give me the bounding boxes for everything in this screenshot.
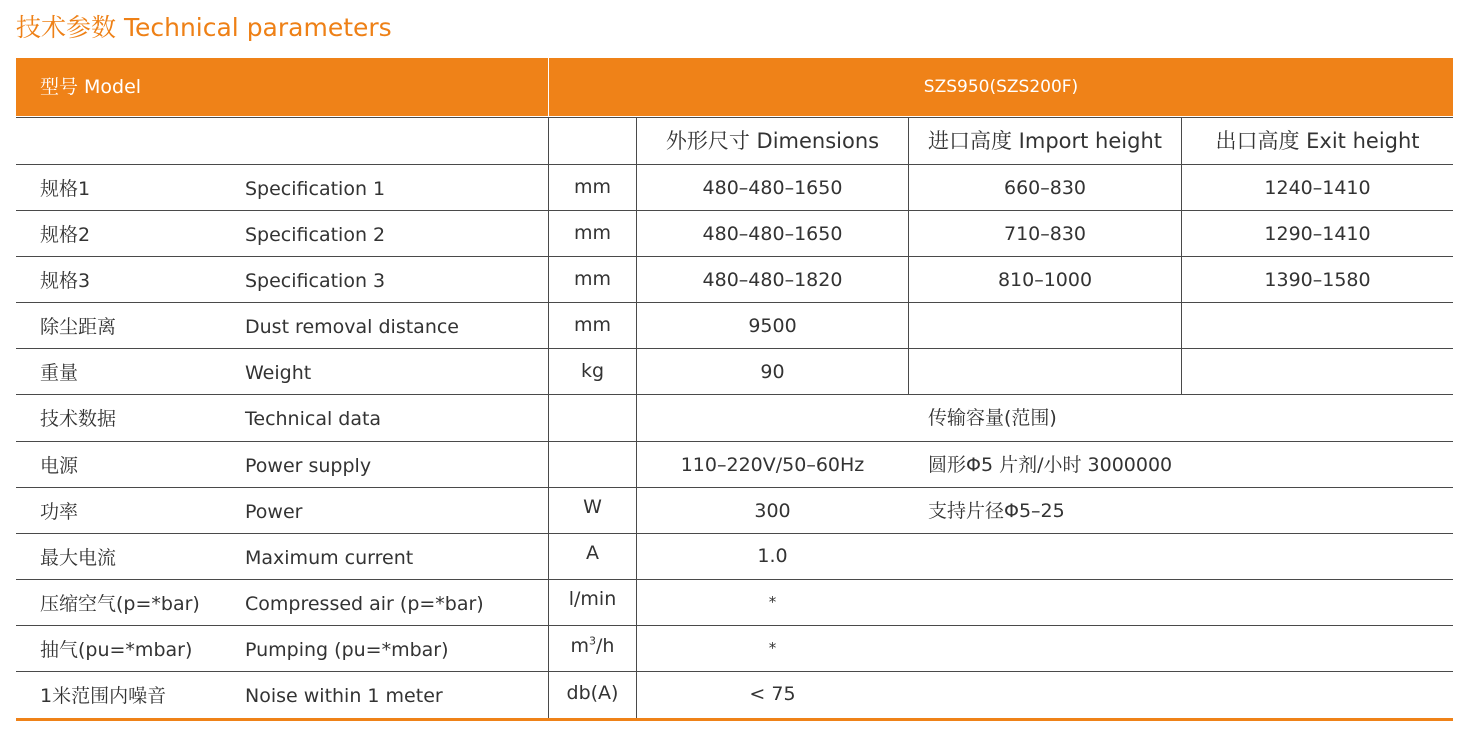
dimensions-value: * (768, 593, 777, 611)
row-label-cn: 重量 (40, 362, 79, 384)
row-label-en: Maximum current (245, 547, 414, 569)
row-unit: kg (580, 360, 605, 382)
import-height-value: 660–830 (1003, 177, 1087, 199)
row-unit: db(A) (566, 682, 619, 704)
row-divider (16, 579, 1453, 580)
page-title: 技术参数 Technical parameters (16, 13, 392, 42)
row-unit: A (586, 542, 599, 564)
column-divider (908, 117, 909, 394)
row-label-en: Specification 1 (245, 178, 386, 200)
row-label-cn: 抽气(pu=*mbar) (40, 639, 193, 661)
dimensions-value: 110–220V/50–60Hz (680, 454, 865, 476)
row-label-cn: 技术数据 (40, 408, 117, 430)
dimensions-value: 480–480–1820 (702, 269, 843, 291)
row-divider (16, 533, 1453, 534)
column-divider (1181, 117, 1182, 394)
row-label-en: Dust removal distance (245, 316, 459, 338)
row-divider (16, 671, 1453, 672)
row-unit: mm (573, 314, 612, 336)
import-height-value: 810–1000 (997, 269, 1093, 291)
row-label-cn: 规格1 (40, 178, 91, 200)
transfer-capacity-label: 传输容量(范围) (928, 407, 1057, 429)
row-label-cn: 压缩空气(p=*bar) (40, 593, 200, 615)
row-divider (16, 256, 1453, 257)
dimensions-value: 480–480–1650 (702, 223, 843, 245)
row-label-en: Technical data (245, 408, 382, 430)
column-header-import-height: 进口高度 Import height (928, 129, 1162, 153)
row-unit: mm (573, 222, 612, 244)
model-value: SZS950(SZS200F) (923, 77, 1079, 97)
exit-height-value: 1240–1410 (1264, 177, 1371, 199)
row-label-cn: 1米范围内噪音 (40, 685, 167, 707)
row-unit: W (583, 496, 602, 518)
row-label-en: Power supply (245, 455, 372, 477)
row-label-en: Weight (245, 362, 312, 384)
row-label-cn: 规格3 (40, 270, 91, 292)
row-label-cn: 最大电流 (40, 547, 117, 569)
column-divider (636, 117, 637, 718)
row-unit: mm (573, 268, 612, 290)
row-label-en: Power (245, 501, 303, 523)
row-divider (16, 348, 1453, 349)
column-header-exit-height: 出口高度 Exit height (1215, 129, 1420, 153)
column-divider (548, 117, 549, 718)
exit-height-value: 1290–1410 (1264, 223, 1371, 245)
dimensions-value: 1.0 (757, 545, 788, 567)
exit-height-value: 1390–1580 (1264, 269, 1371, 291)
row-unit: $m^3/h$ (570, 634, 615, 657)
dimensions-value: 90 (760, 361, 785, 383)
tablet-diameter-range: 支持片径Φ5–25 (928, 500, 1065, 522)
model-label: 型号 Model (40, 76, 142, 98)
transfer-capacity-value: 圆形Φ5 片剂/小时 3000000 (928, 454, 1173, 476)
row-divider (16, 302, 1453, 303)
row-unit: mm (573, 176, 612, 198)
row-divider (16, 164, 1453, 165)
row-divider (16, 394, 1453, 395)
row-divider (16, 441, 1453, 442)
column-header-dimensions: 外形尺寸 Dimensions (665, 129, 880, 153)
dimensions-value: 480–480–1650 (702, 177, 843, 199)
row-unit: l/min (568, 588, 617, 610)
row-label-cn: 规格2 (40, 224, 91, 246)
dimensions-value: < 75 (749, 683, 796, 705)
dimensions-value: 300 (754, 500, 791, 522)
row-divider (16, 117, 1453, 118)
dimensions-value: * (768, 639, 777, 657)
row-divider (16, 210, 1453, 211)
row-label-en: Compressed air (p=*bar) (245, 593, 484, 615)
row-label-en: Specification 3 (245, 270, 386, 292)
row-label-en: Pumping (pu=*mbar) (245, 639, 449, 661)
dimensions-value: 9500 (748, 315, 797, 337)
row-label-en: Noise within 1 meter (245, 685, 443, 707)
row-label-cn: 电源 (40, 455, 79, 477)
row-divider (16, 487, 1453, 488)
row-label-cn: 功率 (40, 501, 79, 523)
row-divider (16, 625, 1453, 626)
import-height-value: 710–830 (1003, 223, 1087, 245)
table-bottom-border (16, 718, 1453, 721)
row-label-cn: 除尘距离 (40, 316, 117, 338)
row-label-en: Specification 2 (245, 224, 386, 246)
